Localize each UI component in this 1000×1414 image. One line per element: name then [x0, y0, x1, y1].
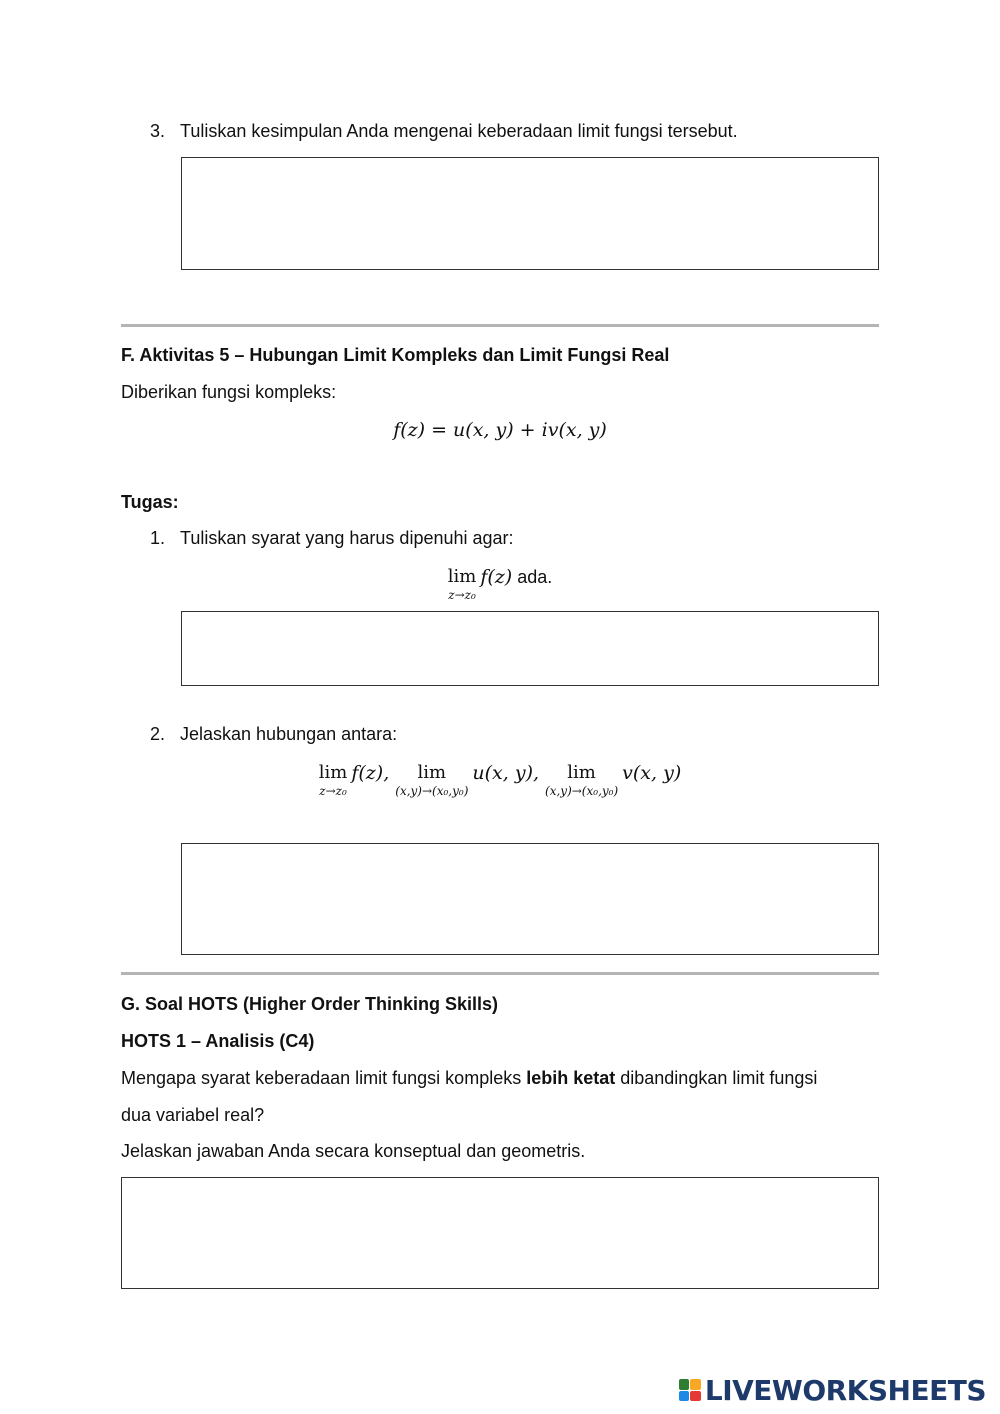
answer-box-2[interactable]	[181, 611, 879, 686]
item-3	[150, 121, 738, 142]
hots-1-instruction: Jelaskan jawaban Anda secara konseptual dan geometris.	[121, 1141, 586, 1161]
question-part-1: Mengapa syarat keberadaan limit fungsi kompleks	[121, 1068, 527, 1088]
task-1	[150, 528, 514, 549]
task-heading: Tugas:	[121, 492, 179, 512]
item-3-text: Tuliskan kesimpulan Anda mengenai keberadaan limit fungsi tersebut.	[180, 121, 738, 141]
lim-operator-3: lim (x,y)→(x₀,y₀)	[545, 762, 619, 798]
liveworksheets-logo-icon	[679, 1379, 701, 1401]
item-3-number: 3.	[150, 121, 166, 141]
task-2	[150, 724, 397, 745]
lim-expression-1: f(z),	[351, 762, 390, 784]
liveworksheets-logo	[679, 1372, 986, 1408]
lim-operator-2: lim (x,y)→(x₀,y₀)	[395, 762, 469, 798]
task-2-formula	[0, 762, 1000, 798]
function-equation: f(z) = u(x, y) + iv(x, y)	[393, 419, 607, 441]
hots-1-question-line-2: dua variabel real?	[121, 1105, 265, 1125]
task-2-number: 2.	[150, 724, 166, 744]
hots-1-question	[121, 1068, 891, 1089]
question-emphasis: lebih ketat	[526, 1068, 616, 1088]
answer-box-3[interactable]	[181, 843, 879, 955]
section-g-heading: G. Soal HOTS (Higher Order Thinking Skills)	[121, 994, 499, 1014]
lim-expression: f(z)	[480, 566, 513, 588]
section-divider-2	[121, 972, 879, 975]
task-1-text: Tuliskan syarat yang harus dipenuhi agar:	[180, 528, 514, 548]
task-1-formula	[0, 566, 1000, 602]
answer-box-4[interactable]	[121, 1177, 879, 1289]
task-1-number: 1.	[150, 528, 166, 548]
lim-operator-1: lim z→z₀	[318, 762, 348, 798]
section-f-intro: Diberikan fungsi kompleks:	[121, 382, 337, 402]
lim-operator: lim z→z₀	[447, 566, 477, 602]
lim-suffix: ada.	[517, 567, 553, 587]
question-part-2: dibandingkan limit fungsi	[615, 1068, 818, 1088]
task-2-text: Jelaskan hubungan antara:	[180, 724, 398, 744]
lim-expression-2: u(x, y),	[472, 762, 540, 784]
lim-expression-3: v(x, y)	[622, 762, 682, 784]
answer-box-1[interactable]	[181, 157, 879, 270]
liveworksheets-brand: LIVEWORKSHEETS	[704, 1373, 986, 1407]
section-divider-1	[121, 324, 879, 327]
hots-1-heading: HOTS 1 – Analisis (C4)	[121, 1031, 315, 1051]
section-f-heading: F. Aktivitas 5 – Hubungan Limit Kompleks dan Limit Fungsi Real	[121, 345, 670, 365]
